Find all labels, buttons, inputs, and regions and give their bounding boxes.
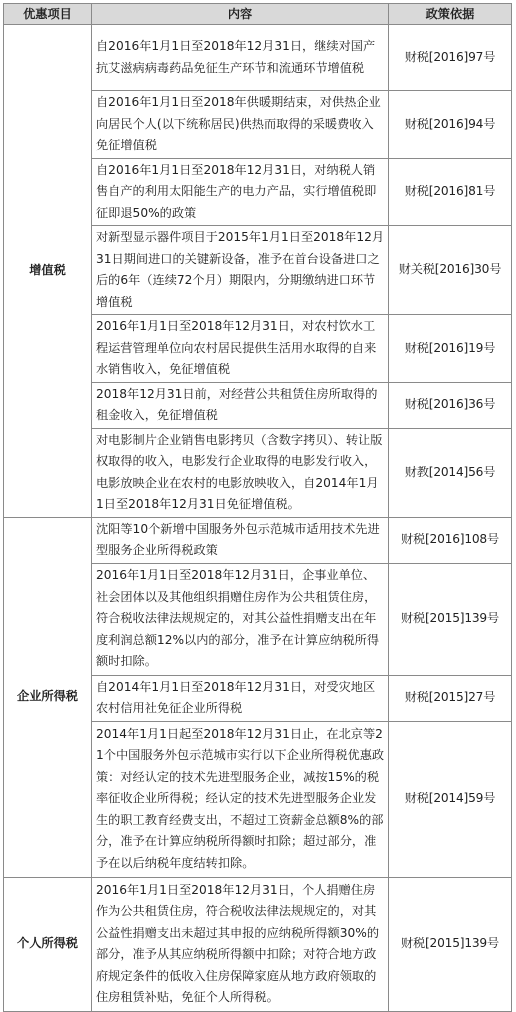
row-content: 沈阳等10个新增中国服务外包示范城市适用技术先进型服务企业所得税政策 — [92, 517, 389, 563]
row-content: 自2016年1月1日至2018年12月31日，继续对国产抗艾滋病病毒药品免征生产环节和流通环节增值税 — [92, 25, 389, 91]
category-corporate-income-tax: 企业所得税 — [4, 517, 92, 877]
row-content: 2014年1月1日起至2018年12月31日止，在北京等21个中国服务外包示范城市实行以下企业所得税优惠政策：对经认定的技术先进型服务企业，减按15%的税率征收企业所得税；经认定的技术先进型服务企业发生的职工教育经费支出，不超过工资薪金总额8%的部分，准予在计算应纳税所得额时扣除；超过部分，准予在以后纳税年度结转扣除。 — [92, 721, 389, 877]
row-content: 2016年1月1日至2018年12月31日，个人捐赠住房作为公共租赁住房，符合税收法律法规规定的，对其公益性捐赠支出未超过其申报的应纳税所得额30%的部分，准予从其应纳税所得额中扣除；对符合地方政府规定条件的低收入住房保障家庭从地方政府领取的住房租赁补贴，免征个人所得税。 — [92, 877, 389, 1011]
row-basis: 财税[2014]59号 — [389, 721, 512, 877]
table-row — [4, 877, 512, 1011]
row-basis: 财税[2015]139号 — [389, 877, 512, 1011]
table-row — [4, 25, 512, 91]
row-content: 自2016年1月1日至2018年12月31日，对纳税人销售自产的利用太阳能生产的电力产品，实行增值税即征即退50%的政策 — [92, 158, 389, 226]
table-row — [4, 517, 512, 563]
header-content: 内容 — [92, 4, 389, 25]
table-body — [4, 25, 512, 1012]
row-basis: 财税[2016]81号 — [389, 158, 512, 226]
row-basis: 财税[2016]97号 — [389, 25, 512, 91]
category-vat: 增值税 — [4, 25, 92, 518]
header-row — [4, 4, 512, 25]
row-content: 对新型显示器件项目于2015年1月1日至2018年12月31日期间进口的关键新设备，准予在首台设备进口之后的6年（连续72个月）期限内，分期缴纳进口环节增值税 — [92, 226, 389, 315]
row-basis: 财税[2015]139号 — [389, 563, 512, 675]
row-content: 自2014年1月1日至2018年12月31日，对受灾地区农村信用社免征企业所得税 — [92, 675, 389, 721]
row-basis: 财税[2016]36号 — [389, 382, 512, 428]
row-basis: 财税[2016]19号 — [389, 315, 512, 383]
row-content: 自2016年1月1日至2018年供暖期结束，对供热企业向居民个人(以下统称居民)供热而取得的采暖费收入免征增值税 — [92, 91, 389, 159]
row-content: 2016年1月1日至2018年12月31日，对农村饮水工程运营管理单位向农村居民提供生活用水取得的自来水销售收入，免征增值税 — [92, 315, 389, 383]
row-basis: 财税[2015]27号 — [389, 675, 512, 721]
row-content: 对电影制片企业销售电影拷贝（含数字拷贝）、转让版权取得的收入，电影发行企业取得的电影发行收入，电影放映企业在农村的电影放映收入，自2014年1月1日至2018年12月31日免征增值税。 — [92, 428, 389, 517]
category-individual-income-tax: 个人所得税 — [4, 877, 92, 1011]
row-basis: 财教[2014]56号 — [389, 428, 512, 517]
header-basis: 政策依据 — [389, 4, 512, 25]
row-basis: 财税[2016]108号 — [389, 517, 512, 563]
row-basis: 财税[2016]94号 — [389, 91, 512, 159]
policy-table — [3, 3, 512, 1012]
header-item: 优惠项目 — [4, 4, 92, 25]
row-basis: 财关税[2016]30号 — [389, 226, 512, 315]
row-content: 2016年1月1日至2018年12月31日，企事业单位、社会团体以及其他组织捐赠住房作为公共租赁住房，符合税收法律法规规定的，对其公益性捐赠支出在年度利润总额12%以内的部分，准予在计算应纳税所得额时扣除。 — [92, 563, 389, 675]
table-header — [4, 4, 512, 25]
row-content: 2018年12月31日前，对经营公共租赁住房所取得的租金收入，免征增值税 — [92, 382, 389, 428]
